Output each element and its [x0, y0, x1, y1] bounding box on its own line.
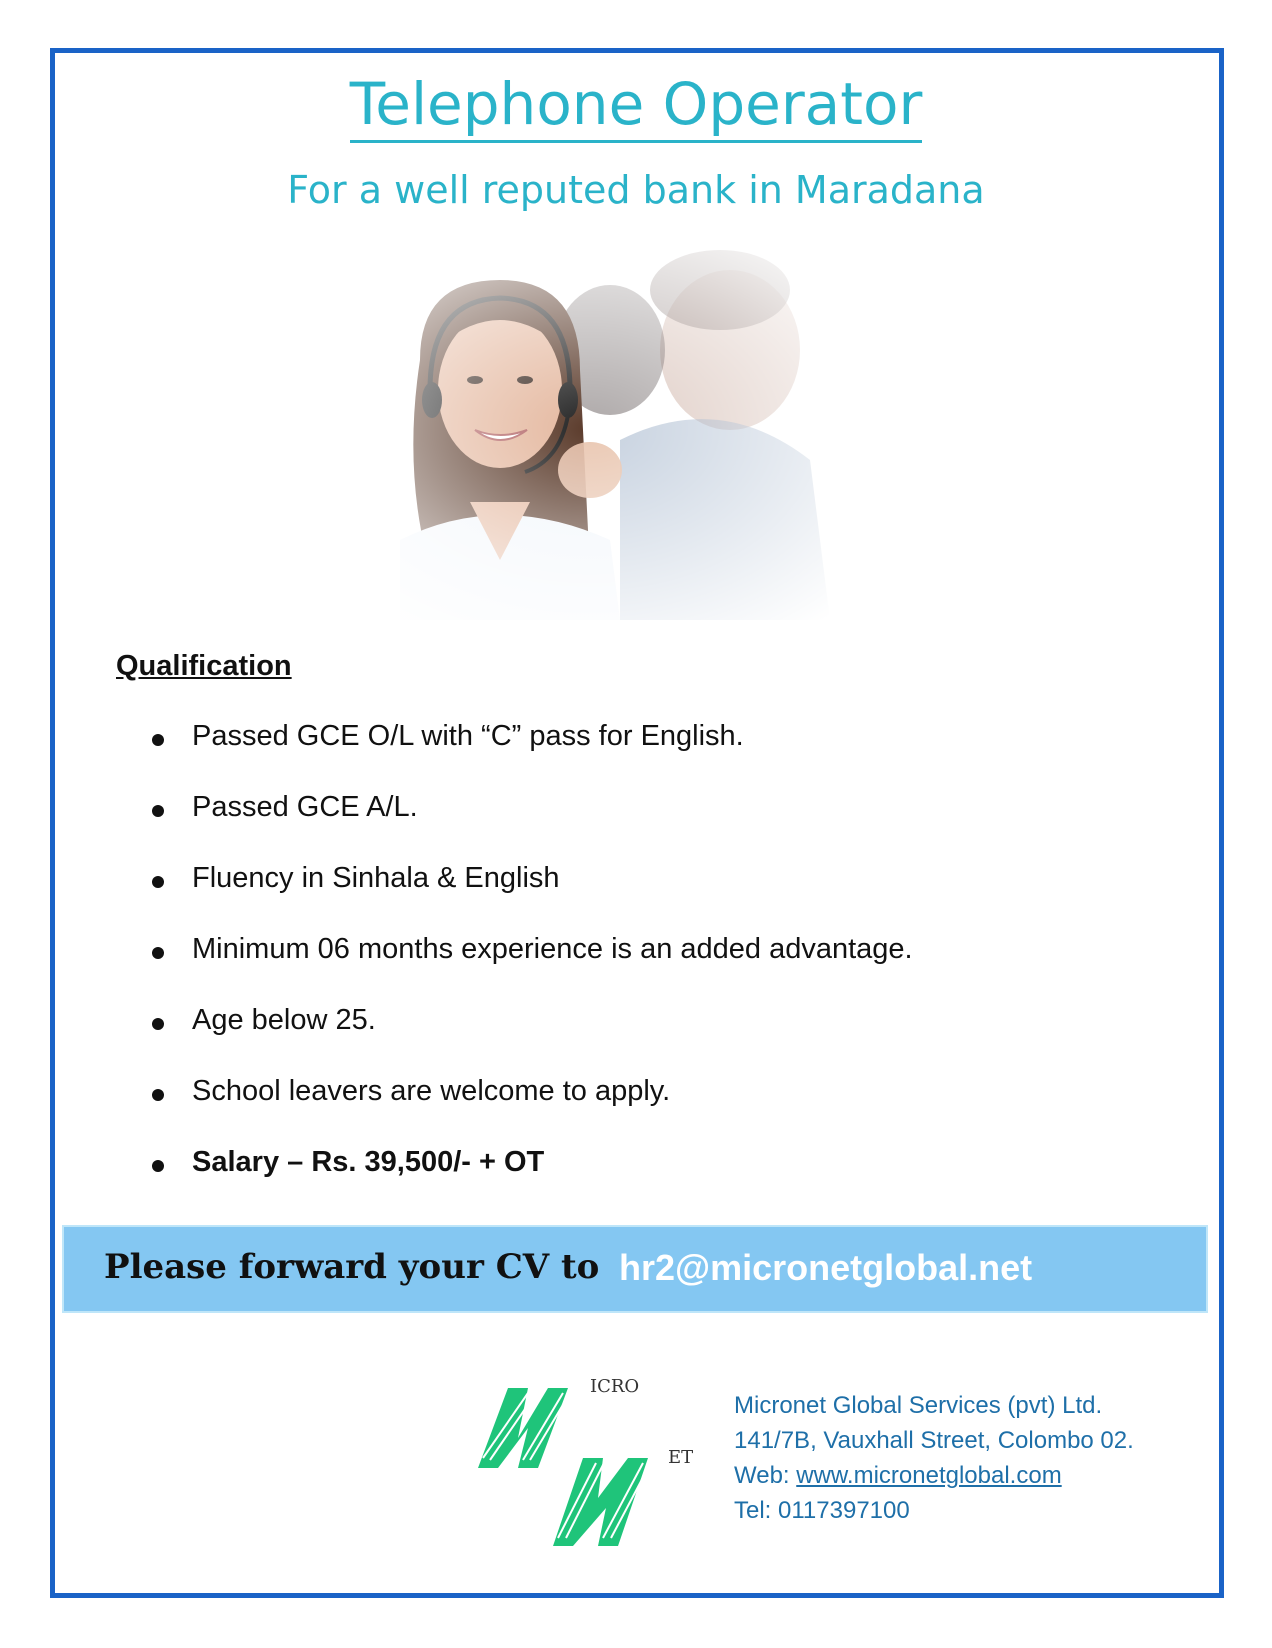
list-item: Passed GCE A/L. — [152, 791, 913, 862]
bullet-icon — [152, 1089, 164, 1101]
list-item: Passed GCE O/L with “C” pass for English. — [152, 720, 913, 791]
bullet-icon — [152, 734, 164, 746]
call-center-photo — [290, 240, 890, 660]
company-web: Web: www.micronetglobal.com — [734, 1462, 1062, 1489]
page-title: Telephone Operator — [0, 70, 1272, 138]
list-item: Age below 25. — [152, 1004, 913, 1075]
bullet-icon — [152, 876, 164, 888]
cv-email-link[interactable]: hr2@micronetglobal.net — [619, 1247, 1033, 1288]
bullet-icon — [152, 805, 164, 817]
list-item: Fluency in Sinhala & English — [152, 862, 913, 933]
list-item: Minimum 06 months experience is an added advantage. — [152, 933, 913, 1004]
qualification-heading: Qualification — [116, 650, 292, 682]
page-subtitle: For a well reputed bank in Maradana — [287, 168, 985, 212]
salary-item: Salary – Rs. 39,500/- + OT — [152, 1146, 913, 1217]
company-name: Micronet Global Services (pvt) Ltd. — [734, 1392, 1103, 1419]
bullet-icon — [152, 947, 164, 959]
qualification-list — [152, 720, 913, 1217]
company-address: 141/7B, Vauxhall Street, Colombo 02. — [734, 1427, 1134, 1454]
logo-text-top: ICRO — [590, 1376, 640, 1397]
company-web-link[interactable]: www.micronetglobal.com — [796, 1462, 1062, 1489]
cv-banner — [62, 1225, 1208, 1313]
bullet-icon — [152, 1160, 164, 1172]
bullet-icon — [152, 1018, 164, 1030]
list-item: School leavers are welcome to apply. — [152, 1075, 913, 1146]
company-info — [734, 1388, 1134, 1528]
cv-label: Please forward your CV to — [104, 1247, 600, 1287]
company-tel: Tel: 0117397100 — [734, 1497, 910, 1524]
logo-text-bottom: ET — [668, 1447, 694, 1468]
